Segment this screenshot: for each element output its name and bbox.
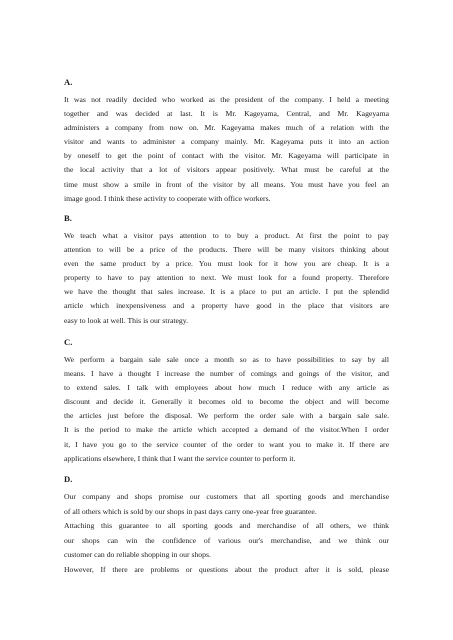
paragraph-line: property to have to pay attention to next. We must look for a found property. Therefore	[64, 273, 389, 283]
paragraph-line: article which inexpensiveness and a property have good in the place that visitors are	[64, 301, 389, 311]
paragraph-line: we have the thought that sales increase. It is a place to put an article. I put the splendid	[64, 287, 389, 297]
paragraph-line: the articles just before the disposal. We perform the order sale with a bargain sale sale.	[64, 411, 389, 421]
paragraph-line: of all others which is sold by our shops in past days carry one-year free guarantee.	[64, 506, 317, 516]
paragraph-line: It was not readily decided who worked as the president of the company. I held a meeting	[64, 95, 389, 104]
paragraph-line: visitor and wants to administer a company mainly. Mr. Kageyama puts it into an action	[64, 137, 389, 147]
paragraph-line: Attaching this guarantee to all sporting goods and merchandise of all others, we think	[64, 521, 389, 531]
paragraph-line: administers a company from now on. Mr. Kageyama makes much of a relation with the	[64, 123, 389, 133]
section-heading: A.	[64, 77, 73, 87]
paragraph-line: the local activity that a lot of visitors appear positively. What must be careful at the	[64, 165, 389, 175]
section-a	[64, 77, 389, 206]
paragraph-line: customer can do reliable shopping in our shops.	[64, 550, 211, 560]
paragraph-line: However, If there are problems or questions about the product after it is sold, please	[64, 564, 389, 574]
section-c	[64, 337, 389, 466]
paragraph-line: time must show a smile in front of the visitor by all means. You must have you feel an	[64, 179, 389, 189]
section-heading: C.	[64, 337, 73, 347]
section-heading: D.	[64, 474, 73, 484]
paragraph-line: by oneself to get the point of contact with the visitor. Mr. Kageyama will participate in	[64, 151, 389, 161]
paragraph-line: our shops can win the confidence of various our's merchandise, and we think our	[64, 535, 389, 545]
paragraph-line: easy to look at well. This is our strategy.	[64, 315, 189, 325]
paragraph-line: We teach what a visitor pays attention to to buy a product. At first the point to pay	[64, 231, 389, 240]
paragraph-line: Our company and shops promise our customers that all sporting goods and merchandise	[64, 492, 389, 501]
paragraph-line: it, I have you go to the service counter of the order to want you to make it. If there are	[64, 439, 389, 449]
paragraph-line: We perform a bargain sale sale once a month so as to have possibilities to say by all	[64, 355, 389, 364]
section-heading: B.	[64, 213, 72, 223]
paragraph-line: applications elsewhere, I think that I want the service counter to perform it.	[64, 453, 296, 463]
paragraph-line: means. I have a thought I increase the number of comings and goings of the visitor, and	[64, 369, 389, 379]
paragraph-line: to extend sales. I talk with employees about how much I reduce with any article as	[64, 383, 389, 393]
paragraph-line: attention to will be a price of the products. There will be many visitors thinking about	[64, 245, 389, 255]
paragraph-line: image good. I think these activity to cooperate with office workers.	[64, 193, 271, 203]
section-b	[64, 213, 389, 328]
paragraph-line: even the same product by a price. You must look for it how you are cheap. It is a	[64, 259, 389, 269]
section-d	[64, 474, 389, 578]
paragraph-line: It is the period to make the article which accepted a demand of the visitor.When I order	[64, 425, 389, 435]
paragraph-line: discount and decide it. Generally it becomes old to become the object and will become	[64, 397, 389, 407]
paragraph-line: together and was decided at last. It is Mr. Kageyama, Central, and Mr. Kageyama	[64, 109, 389, 119]
